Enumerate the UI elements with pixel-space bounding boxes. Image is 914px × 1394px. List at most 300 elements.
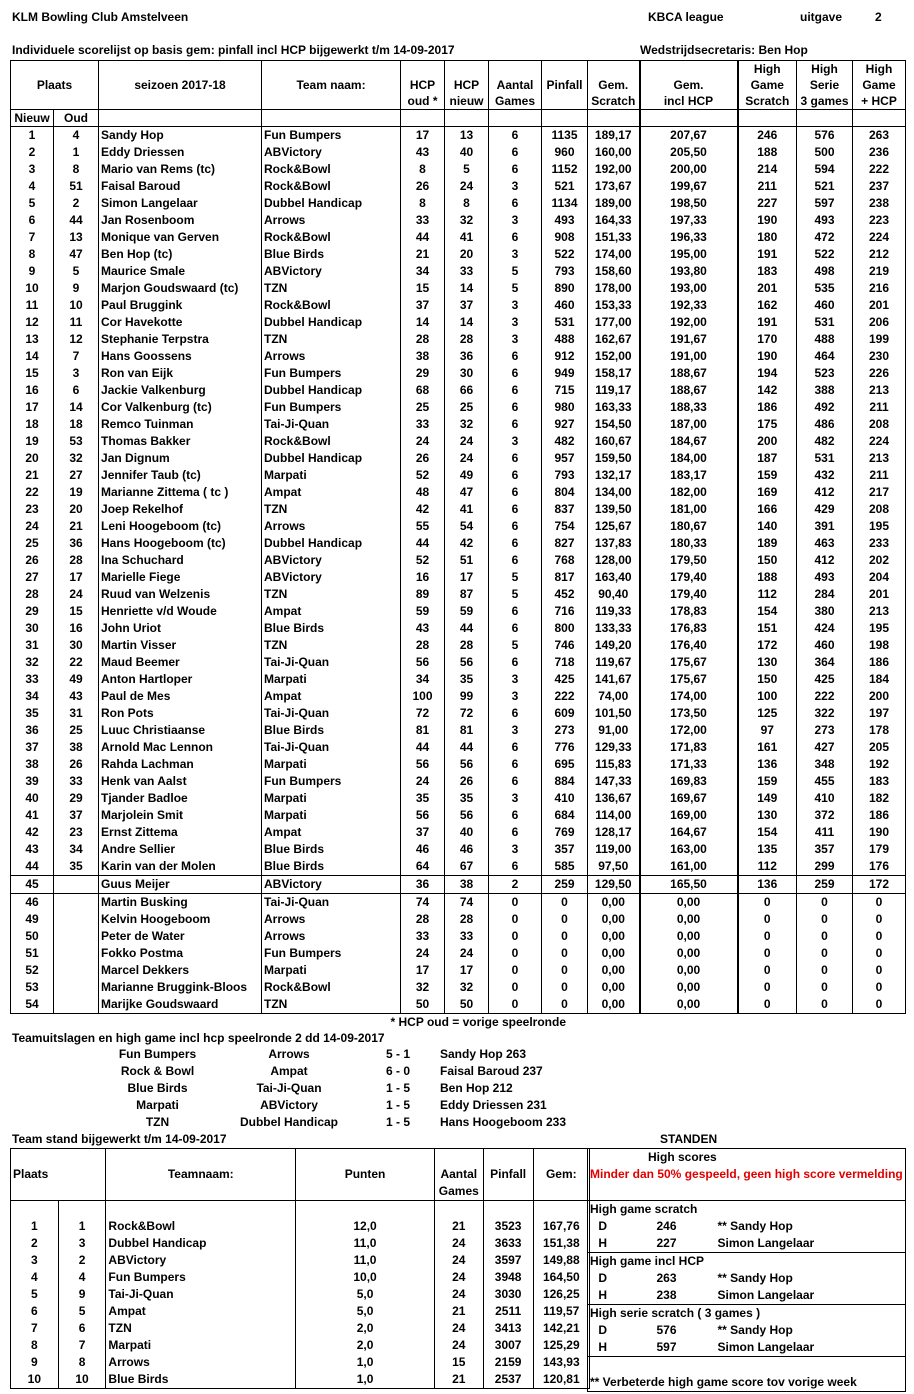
cell-name: Jan Rosenboom xyxy=(99,212,262,229)
cell-high-game: 159 xyxy=(738,467,797,484)
header-hcp-old: HCP xyxy=(401,77,445,93)
table-row xyxy=(11,484,906,501)
standings-gem: 143,93 xyxy=(533,1354,589,1371)
cell-plaats-nieuw: 16 xyxy=(11,382,54,399)
cell-hcp-new: 8 xyxy=(445,195,489,212)
standings-plaats: 1 xyxy=(11,1218,59,1235)
cell-plaats-nieuw: 30 xyxy=(11,620,54,637)
table-row xyxy=(11,127,906,145)
cell-high-serie: 425 xyxy=(797,671,853,688)
cell-pinfall: 793 xyxy=(542,263,588,280)
cell-gem-hcp: 192,00 xyxy=(640,314,738,331)
cell-hcp-old: 59 xyxy=(401,603,445,620)
cell-games: 3 xyxy=(489,841,542,858)
cell-plaats-nieuw: 29 xyxy=(11,603,54,620)
cell-plaats-oud: 38 xyxy=(54,739,99,756)
cell-games: 6 xyxy=(489,127,542,145)
standings-pinfall: 3007 xyxy=(483,1337,533,1354)
cell-team: Rock&Bowl xyxy=(262,979,401,996)
cell-games: 3 xyxy=(489,178,542,195)
standings-row xyxy=(11,1235,590,1252)
table-row xyxy=(11,501,906,518)
cell-hcp-old: 34 xyxy=(401,263,445,280)
cell-high-serie: 411 xyxy=(797,824,853,841)
cell-hcp-old: 72 xyxy=(401,705,445,722)
result-away-team: Arrows xyxy=(268,1047,310,1061)
cell-hcp-old: 26 xyxy=(401,450,445,467)
cell-plaats-oud: 31 xyxy=(54,705,99,722)
cell-gem: 153,33 xyxy=(588,297,640,314)
cell-hcp-old: 37 xyxy=(401,824,445,841)
cell-hcp-new: 14 xyxy=(445,314,489,331)
cell-name: Joep Rekelhof xyxy=(99,501,262,518)
cell-team: Dubbel Handicap xyxy=(262,535,401,552)
cell-high-game: 149 xyxy=(738,790,797,807)
header-gem-hcp-2: incl HCP xyxy=(640,93,738,110)
cell-hcp-new: 44 xyxy=(445,620,489,637)
cell-gem: 159,50 xyxy=(588,450,640,467)
cell-pinfall: 531 xyxy=(542,314,588,331)
cell-high-serie: 464 xyxy=(797,348,853,365)
cell-hcp-old: 64 xyxy=(401,858,445,876)
cell-gem-hcp: 171,33 xyxy=(640,756,738,773)
header-hcp-new: HCP xyxy=(445,77,489,93)
cell-gem: 177,00 xyxy=(588,314,640,331)
cell-plaats-oud: 4 xyxy=(54,127,99,145)
cell-high-game-hcp: 198 xyxy=(853,637,906,654)
table-row xyxy=(11,569,906,586)
highscore-section-title: High game scratch xyxy=(588,1201,906,1219)
cell-high-serie: 427 xyxy=(797,739,853,756)
cell-hcp-old: 32 xyxy=(401,979,445,996)
cell-plaats-nieuw: 46 xyxy=(11,894,54,912)
cell-plaats-nieuw: 11 xyxy=(11,297,54,314)
table-row xyxy=(11,894,906,912)
standings-plaats: 9 xyxy=(11,1354,59,1371)
cell-pinfall: 0 xyxy=(542,894,588,912)
cell-plaats-nieuw: 22 xyxy=(11,484,54,501)
highscore-gender: H xyxy=(588,1287,618,1305)
table-row xyxy=(11,841,906,858)
cell-high-game-hcp: 179 xyxy=(853,841,906,858)
cell-hcp-new: 42 xyxy=(445,535,489,552)
cell-pinfall: 410 xyxy=(542,790,588,807)
table-row xyxy=(11,161,906,178)
result-high-game: Sandy Hop 263 xyxy=(440,1047,527,1061)
cell-gem: 164,33 xyxy=(588,212,640,229)
cell-games: 6 xyxy=(489,603,542,620)
cell-plaats-oud xyxy=(54,894,99,912)
cell-gem: 178,00 xyxy=(588,280,640,297)
club-name: KLM Bowling Club Amstelveen xyxy=(12,10,189,24)
cell-games: 6 xyxy=(489,467,542,484)
standings-row xyxy=(11,1218,590,1235)
cell-high-game: 0 xyxy=(738,962,797,979)
cell-team: Marpati xyxy=(262,756,401,773)
cell-high-game: 166 xyxy=(738,501,797,518)
cell-plaats-oud: 53 xyxy=(54,433,99,450)
cell-plaats-oud: 24 xyxy=(54,586,99,603)
cell-high-game: 0 xyxy=(738,894,797,912)
cell-plaats-oud xyxy=(54,996,99,1014)
cell-plaats-nieuw: 13 xyxy=(11,331,54,348)
cell-hcp-new: 14 xyxy=(445,280,489,297)
standings-header-punten: Punten xyxy=(296,1166,435,1183)
cell-team: Rock&Bowl xyxy=(262,297,401,314)
cell-plaats-oud: 26 xyxy=(54,756,99,773)
cell-pinfall: 482 xyxy=(542,433,588,450)
cell-plaats-nieuw: 12 xyxy=(11,314,54,331)
cell-gem: 0,00 xyxy=(588,928,640,945)
cell-pinfall: 1152 xyxy=(542,161,588,178)
cell-hcp-new: 56 xyxy=(445,654,489,671)
cell-high-serie: 364 xyxy=(797,654,853,671)
highscore-row xyxy=(588,1218,906,1235)
cell-high-serie: 522 xyxy=(797,246,853,263)
standings-row xyxy=(11,1337,590,1354)
cell-high-serie: 273 xyxy=(797,722,853,739)
cell-high-game-hcp: 213 xyxy=(853,450,906,467)
cell-hcp-new: 33 xyxy=(445,928,489,945)
cell-team: Fun Bumpers xyxy=(262,127,401,145)
cell-high-serie: 0 xyxy=(797,894,853,912)
cell-pinfall: 716 xyxy=(542,603,588,620)
cell-gem-hcp: 179,40 xyxy=(640,586,738,603)
cell-gem-hcp: 0,00 xyxy=(640,962,738,979)
cell-games: 3 xyxy=(489,688,542,705)
cell-high-game: 172 xyxy=(738,637,797,654)
highscore-value: 227 xyxy=(618,1235,716,1253)
cell-high-serie: 472 xyxy=(797,229,853,246)
standings-gem: 119,57 xyxy=(533,1303,589,1320)
cell-gem-hcp: 176,40 xyxy=(640,637,738,654)
cell-games: 6 xyxy=(489,161,542,178)
cell-hcp-new: 67 xyxy=(445,858,489,876)
result-row xyxy=(95,1046,575,1063)
cell-high-game: 170 xyxy=(738,331,797,348)
cell-plaats-oud: 3 xyxy=(54,365,99,382)
standings-row xyxy=(11,1371,590,1389)
cell-high-serie: 576 xyxy=(797,127,853,145)
standings-pinfall: 3413 xyxy=(483,1320,533,1337)
cell-high-game: 0 xyxy=(738,928,797,945)
cell-team: Rock&Bowl xyxy=(262,433,401,450)
result-high-game: Eddy Driessen 231 xyxy=(440,1098,547,1112)
cell-high-serie: 357 xyxy=(797,841,853,858)
cell-plaats-oud: 35 xyxy=(54,858,99,876)
standings-prev: 8 xyxy=(58,1354,106,1371)
cell-plaats-nieuw: 49 xyxy=(11,911,54,928)
cell-pinfall: 890 xyxy=(542,280,588,297)
header-pinfall: Pinfall xyxy=(542,77,588,93)
league-name: KBCA league xyxy=(648,10,724,24)
table-row xyxy=(11,688,906,705)
header-nieuw: Nieuw xyxy=(11,110,54,127)
cell-gem: 119,00 xyxy=(588,841,640,858)
cell-plaats-nieuw: 18 xyxy=(11,416,54,433)
table-row xyxy=(11,824,906,841)
cell-hcp-new: 50 xyxy=(445,996,489,1014)
cell-team: Marpati xyxy=(262,790,401,807)
cell-name: Marianne Zittema ( tc ) xyxy=(99,484,262,501)
cell-plaats-nieuw: 10 xyxy=(11,280,54,297)
cell-high-game: 112 xyxy=(738,858,797,876)
header-hg-2: Game xyxy=(738,77,797,93)
result-score: 1 - 5 xyxy=(385,1081,410,1095)
cell-gem-hcp: 169,83 xyxy=(640,773,738,790)
cell-pinfall: 718 xyxy=(542,654,588,671)
cell-high-serie: 429 xyxy=(797,501,853,518)
cell-gem-hcp: 196,33 xyxy=(640,229,738,246)
standings-team: Rock&Bowl xyxy=(106,1218,296,1235)
cell-hcp-new: 38 xyxy=(445,876,489,894)
cell-name: Ernst Zittema xyxy=(99,824,262,841)
cell-high-serie: 380 xyxy=(797,603,853,620)
cell-plaats-oud: 5 xyxy=(54,263,99,280)
cell-high-serie: 388 xyxy=(797,382,853,399)
cell-name: Marianne Bruggink-Bloos xyxy=(99,979,262,996)
cell-high-game-hcp: 219 xyxy=(853,263,906,280)
cell-plaats-oud: 22 xyxy=(54,654,99,671)
cell-hcp-new: 24 xyxy=(445,945,489,962)
cell-high-game-hcp: 201 xyxy=(853,586,906,603)
cell-team: Tai-Ji-Quan xyxy=(262,739,401,756)
cell-high-game-hcp: 202 xyxy=(853,552,906,569)
cell-games: 6 xyxy=(489,501,542,518)
cell-gem: 90,40 xyxy=(588,586,640,603)
standings-row xyxy=(11,1286,590,1303)
cell-high-game: 0 xyxy=(738,945,797,962)
standings-punten: 12,0 xyxy=(296,1218,435,1235)
result-home-team: Blue Birds xyxy=(127,1081,188,1095)
cell-team: Fun Bumpers xyxy=(262,365,401,382)
scores-table-body xyxy=(11,127,906,1032)
standings-prev: 10 xyxy=(58,1371,106,1389)
cell-high-serie: 412 xyxy=(797,552,853,569)
cell-games: 2 xyxy=(489,876,542,894)
header-games-2: Games xyxy=(489,93,542,110)
cell-name: Anton Hartloper xyxy=(99,671,262,688)
cell-plaats-oud: 19 xyxy=(54,484,99,501)
cell-gem: 163,40 xyxy=(588,569,640,586)
cell-hcp-new: 5 xyxy=(445,161,489,178)
result-away-team: ABVictory xyxy=(260,1098,318,1112)
table-row xyxy=(11,229,906,246)
cell-plaats-oud: 10 xyxy=(54,297,99,314)
cell-games: 6 xyxy=(489,654,542,671)
standings-punten: 2,0 xyxy=(296,1337,435,1354)
standings-pinfall: 2159 xyxy=(483,1354,533,1371)
cell-high-serie: 259 xyxy=(797,876,853,894)
cell-plaats-nieuw: 41 xyxy=(11,807,54,824)
cell-gem-hcp: 175,67 xyxy=(640,671,738,688)
cell-hcp-new: 28 xyxy=(445,911,489,928)
cell-high-game-hcp: 233 xyxy=(853,535,906,552)
standings-punten: 1,0 xyxy=(296,1371,435,1389)
cell-plaats-nieuw: 39 xyxy=(11,773,54,790)
cell-gem: 189,17 xyxy=(588,127,640,145)
cell-pinfall: 957 xyxy=(542,450,588,467)
cell-name: Eddy Driessen xyxy=(99,144,262,161)
table-row xyxy=(11,773,906,790)
cell-plaats-oud: 34 xyxy=(54,841,99,858)
table-row xyxy=(11,280,906,297)
cell-gem-hcp: 192,33 xyxy=(640,297,738,314)
cell-high-game-hcp: 186 xyxy=(853,654,906,671)
cell-gem-hcp: 198,50 xyxy=(640,195,738,212)
cell-gem: 0,00 xyxy=(588,894,640,912)
cell-pinfall: 695 xyxy=(542,756,588,773)
cell-hcp-new: 17 xyxy=(445,962,489,979)
cell-plaats-oud: 2 xyxy=(54,195,99,212)
cell-pinfall: 768 xyxy=(542,552,588,569)
cell-gem: 158,17 xyxy=(588,365,640,382)
standings-team: Arrows xyxy=(106,1354,296,1371)
cell-gem-hcp: 171,83 xyxy=(640,739,738,756)
cell-pinfall: 488 xyxy=(542,331,588,348)
cell-hcp-old: 33 xyxy=(401,416,445,433)
standings-title: Team stand bijgewerkt t/m 14-09-2017 xyxy=(12,1132,227,1146)
cell-plaats-nieuw: 6 xyxy=(11,212,54,229)
cell-hcp-old: 50 xyxy=(401,996,445,1014)
cell-games: 0 xyxy=(489,928,542,945)
cell-high-serie: 0 xyxy=(797,979,853,996)
header-hg-1: High xyxy=(738,61,797,78)
cell-high-serie: 531 xyxy=(797,314,853,331)
highscore-row xyxy=(588,1287,906,1305)
cell-hcp-old: 44 xyxy=(401,535,445,552)
cell-plaats-oud: 8 xyxy=(54,161,99,178)
cell-name: Paul Bruggink xyxy=(99,297,262,314)
cell-plaats-oud: 44 xyxy=(54,212,99,229)
cell-high-game-hcp: 238 xyxy=(853,195,906,212)
cell-games: 6 xyxy=(489,399,542,416)
cell-plaats-nieuw: 14 xyxy=(11,348,54,365)
standings-team: ABVictory xyxy=(106,1252,296,1269)
cell-high-game-hcp: 236 xyxy=(853,144,906,161)
cell-plaats-oud: 28 xyxy=(54,552,99,569)
standings-team: Tai-Ji-Quan xyxy=(106,1286,296,1303)
cell-hcp-old: 56 xyxy=(401,807,445,824)
cell-name: Marjon Goudswaard (tc) xyxy=(99,280,262,297)
cell-high-serie: 322 xyxy=(797,705,853,722)
cell-team: Dubbel Handicap xyxy=(262,314,401,331)
cell-plaats-oud: 29 xyxy=(54,790,99,807)
cell-gem: 128,17 xyxy=(588,824,640,841)
cell-team: Tai-Ji-Quan xyxy=(262,705,401,722)
table-row xyxy=(11,807,906,824)
cell-team: Blue Birds xyxy=(262,722,401,739)
cell-hcp-old: 24 xyxy=(401,773,445,790)
cell-plaats-oud: 27 xyxy=(54,467,99,484)
standings-gem: 151,38 xyxy=(533,1235,589,1252)
cell-high-game: 187 xyxy=(738,450,797,467)
cell-high-game-hcp: 199 xyxy=(853,331,906,348)
header-plaats: Plaats xyxy=(11,61,99,110)
table-row xyxy=(11,297,906,314)
cell-gem: 137,83 xyxy=(588,535,640,552)
standings-pinfall: 2511 xyxy=(483,1303,533,1320)
cell-hcp-new: 99 xyxy=(445,688,489,705)
cell-gem: 162,67 xyxy=(588,331,640,348)
cell-hcp-old: 37 xyxy=(401,297,445,314)
table-row xyxy=(11,603,906,620)
cell-high-game: 0 xyxy=(738,979,797,996)
highscore-value: 576 xyxy=(656,1323,677,1337)
cell-team: Ampat xyxy=(262,824,401,841)
cell-games: 6 xyxy=(489,705,542,722)
cell-gem-hcp: 0,00 xyxy=(640,945,738,962)
cell-plaats-nieuw: 31 xyxy=(11,637,54,654)
standings-games: 24 xyxy=(434,1320,483,1337)
cell-high-game: 211 xyxy=(738,178,797,195)
cell-gem: 125,67 xyxy=(588,518,640,535)
cell-gem-hcp: 175,67 xyxy=(640,654,738,671)
cell-gem-hcp: 199,67 xyxy=(640,178,738,195)
standings-prev: 3 xyxy=(58,1235,106,1252)
cell-hcp-old: 56 xyxy=(401,756,445,773)
standings-row xyxy=(11,1269,590,1286)
cell-hcp-new: 46 xyxy=(445,841,489,858)
cell-name: Simon Langelaar xyxy=(99,195,262,212)
cell-hcp-old: 33 xyxy=(401,928,445,945)
result-away-team: Tai-Ji-Quan xyxy=(256,1081,322,1095)
cell-team: ABVictory xyxy=(262,552,401,569)
table-row xyxy=(11,399,906,416)
cell-plaats-nieuw: 9 xyxy=(11,263,54,280)
cell-hcp-new: 13 xyxy=(445,127,489,145)
cell-name: Karin van der Molen xyxy=(99,858,262,876)
standings-punten: 11,0 xyxy=(296,1235,435,1252)
cell-hcp-new: 28 xyxy=(445,331,489,348)
cell-hcp-new: 74 xyxy=(445,894,489,912)
cell-gem: 0,00 xyxy=(588,979,640,996)
cell-high-game: 190 xyxy=(738,348,797,365)
cell-hcp-old: 34 xyxy=(401,671,445,688)
highscore-value: 238 xyxy=(618,1287,716,1305)
cell-name: Jennifer Taub (tc) xyxy=(99,467,262,484)
cell-name: Stephanie Terpstra xyxy=(99,331,262,348)
cell-high-game-hcp: 224 xyxy=(853,433,906,450)
result-high-game: Faisal Baroud 237 xyxy=(440,1064,543,1078)
cell-name: Marijke Goudswaard xyxy=(99,996,262,1014)
cell-high-game-hcp: 211 xyxy=(853,467,906,484)
cell-name: Andre Sellier xyxy=(99,841,262,858)
header-oud: Oud xyxy=(54,110,99,127)
cell-games: 6 xyxy=(489,858,542,876)
cell-team: Marpati xyxy=(262,962,401,979)
cell-plaats-nieuw: 15 xyxy=(11,365,54,382)
cell-team: TZN xyxy=(262,637,401,654)
highscore-section-title: High game incl HCP xyxy=(588,1253,906,1271)
cell-name: Martin Busking xyxy=(99,894,262,912)
cell-high-game: 194 xyxy=(738,365,797,382)
cell-high-serie: 594 xyxy=(797,161,853,178)
standings-header-pinfall: Pinfall xyxy=(483,1166,533,1183)
cell-games: 6 xyxy=(489,195,542,212)
cell-plaats-nieuw: 51 xyxy=(11,945,54,962)
cell-high-serie: 521 xyxy=(797,178,853,195)
cell-plaats-oud: 1 xyxy=(54,144,99,161)
standings-punten: 5,0 xyxy=(296,1303,435,1320)
cell-gem: 129,50 xyxy=(588,876,640,894)
highscore-footnote: ** Verbeterde high game score tov vorige week xyxy=(588,1374,906,1392)
cell-hcp-new: 24 xyxy=(445,433,489,450)
cell-high-serie: 0 xyxy=(797,962,853,979)
cell-team: Arrows xyxy=(262,212,401,229)
result-high-game: Hans Hoogeboom 233 xyxy=(440,1115,567,1129)
cell-high-game-hcp: 0 xyxy=(853,928,906,945)
